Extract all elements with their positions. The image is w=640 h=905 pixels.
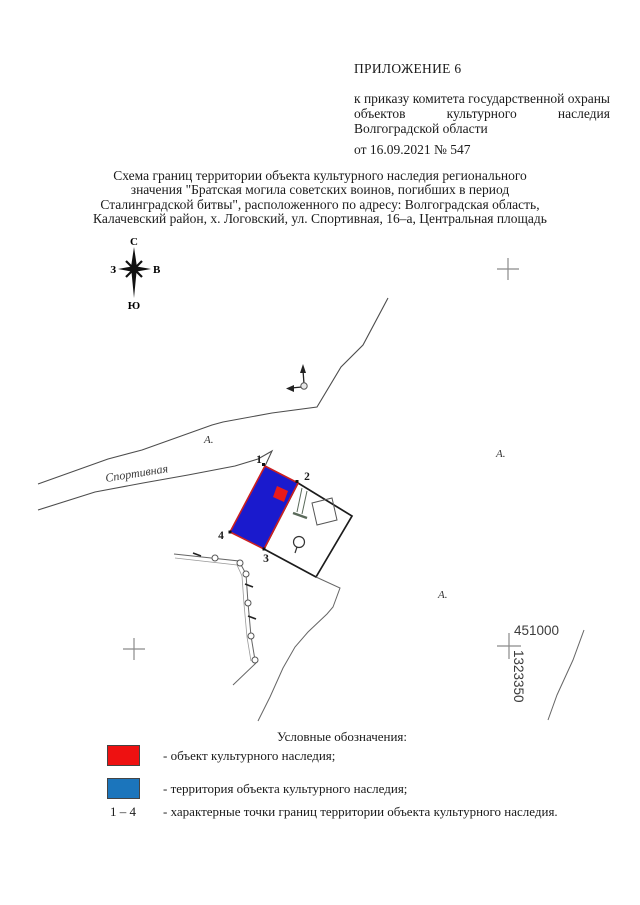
point-label-3: 3 [263, 553, 269, 565]
building-outline [312, 498, 337, 525]
legend-territory-swatch [107, 778, 140, 799]
street-name-label: Спортивная [104, 461, 169, 485]
southeast-path-line [548, 630, 584, 720]
legend-points-key: 1 – 4 [110, 804, 136, 819]
scheme-title-line-1: Схема границ территории объекта культурного наследия регионального [113, 168, 527, 183]
area-label-3: А. [438, 589, 448, 601]
monument-icon [293, 488, 307, 518]
scheme-title-line-3: Сталинградской битвы", расположенного по адресу: Волгоградская область, [100, 196, 540, 212]
point-label-1: 1 [256, 454, 262, 466]
legend-title: Условные обозначения: [276, 729, 408, 744]
compass-north-label: С [130, 236, 138, 248]
fence-line [174, 553, 258, 685]
site-plan-svg [0, 232, 640, 728]
point-label-2: 2 [304, 471, 310, 483]
compass-west-label: З [110, 264, 116, 276]
tree-icon [294, 537, 305, 554]
scheme-title [25, 169, 615, 227]
area-label-1: А. [204, 434, 214, 446]
scheme-title-line-4: Калачевский район, х. Логовский, ул. Спортивная, 16–а, Центральная площадь [93, 211, 547, 227]
area-label-2: А. [496, 448, 506, 460]
legend-points-label: - характерные точки границ территории объекта культурного наследия. [163, 804, 558, 819]
site-plan-map [0, 232, 640, 728]
grid-y-label: 1323350 [511, 650, 526, 703]
direction-arrows-icon [286, 364, 307, 392]
road-south-line [38, 451, 272, 510]
point-label-4: 4 [218, 530, 224, 542]
order-date: от 16.09.2021 № 547 [354, 142, 471, 157]
compass-south-label: Ю [127, 300, 141, 312]
road-north-line [38, 298, 388, 484]
scheme-title-line-2: значения "Братская могила советских воинов, погибших в период [130, 182, 510, 198]
legend-object-label: - объект культурного наследия; [163, 748, 336, 763]
grid-x-label: 451000 [514, 623, 560, 638]
order-reference: к приказу комитета государственной охраны объектов культурного наследия Волгоградской области [354, 91, 610, 136]
compass-east-label: В [153, 264, 161, 276]
grid-cross-icon [123, 258, 521, 660]
legend-territory-label: - территория объекта культурного наследия; [163, 781, 408, 796]
path-line [258, 577, 340, 721]
compass-rose-icon [110, 236, 161, 312]
appendix-label: ПРИЛОЖЕНИЕ 6 [354, 61, 462, 76]
fence-post-icon [212, 555, 258, 663]
legend-object-swatch [107, 745, 140, 766]
territory-polygon [230, 466, 298, 549]
